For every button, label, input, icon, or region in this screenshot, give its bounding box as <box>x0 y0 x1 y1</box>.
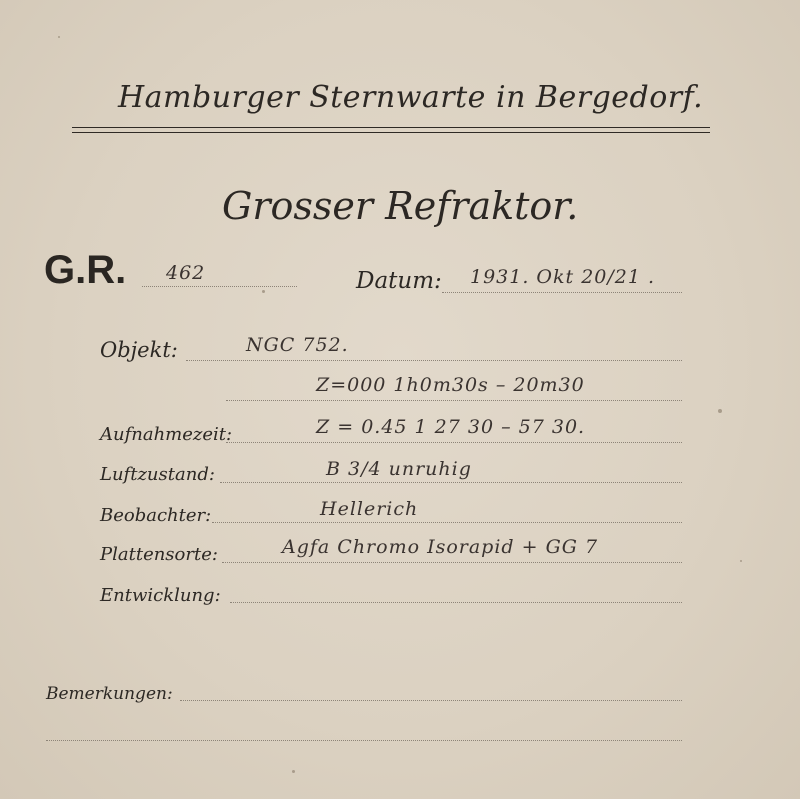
paper-speck <box>292 770 295 773</box>
aufnahmezeit-value: Z = 0.45 1 27 30 – 57 30. <box>316 416 586 438</box>
plate-number: 462 <box>166 262 206 284</box>
luftzustand-value: B 3/4 unruhig <box>326 458 472 480</box>
institution-title: Hamburger Sternwarte in Bergedorf. <box>118 80 704 115</box>
remarks-label: Bemerkungen: <box>46 684 173 704</box>
paper-speck <box>740 560 742 562</box>
date-value: 1931. Okt 20/21 . <box>470 266 656 288</box>
beobachter-value: Hellerich <box>320 498 419 520</box>
remarks-line-1 <box>180 700 682 701</box>
plate-prefix: G.R. <box>44 248 127 292</box>
date-label: Datum: <box>356 268 442 294</box>
beobachter-label: Beobachter: <box>100 505 212 526</box>
entwicklung-line <box>230 602 682 603</box>
beobachter-line <box>212 522 682 523</box>
objekt-line <box>186 360 682 361</box>
paper-speck <box>718 409 722 413</box>
plattensorte-label: Plattensorte: <box>100 544 218 565</box>
header-rule-top <box>72 127 710 128</box>
instrument-title: Grosser Refraktor. <box>222 184 579 228</box>
time-line-1 <box>226 400 682 401</box>
objekt-value: NGC 752. <box>246 334 349 356</box>
plate-number-line <box>142 286 297 287</box>
paper-speck <box>262 290 265 293</box>
header-rule-bottom <box>72 132 710 133</box>
aufnahmezeit-line <box>226 442 682 443</box>
time-line-1-value: Z=000 1h0m30s – 20m30 <box>316 374 585 396</box>
aufnahmezeit-label: Aufnahmezeit: <box>100 424 233 445</box>
plattensorte-value: Agfa Chromo Isorapid + GG 7 <box>282 536 599 558</box>
luftzustand-label: Luftzustand: <box>100 464 215 485</box>
objekt-label: Objekt: <box>100 338 178 362</box>
paper-speck <box>58 36 60 38</box>
entwicklung-label: Entwicklung: <box>100 585 221 606</box>
date-line <box>442 292 682 293</box>
plattensorte-line <box>222 562 682 563</box>
luftzustand-line <box>220 482 682 483</box>
remarks-line-2 <box>46 740 682 741</box>
